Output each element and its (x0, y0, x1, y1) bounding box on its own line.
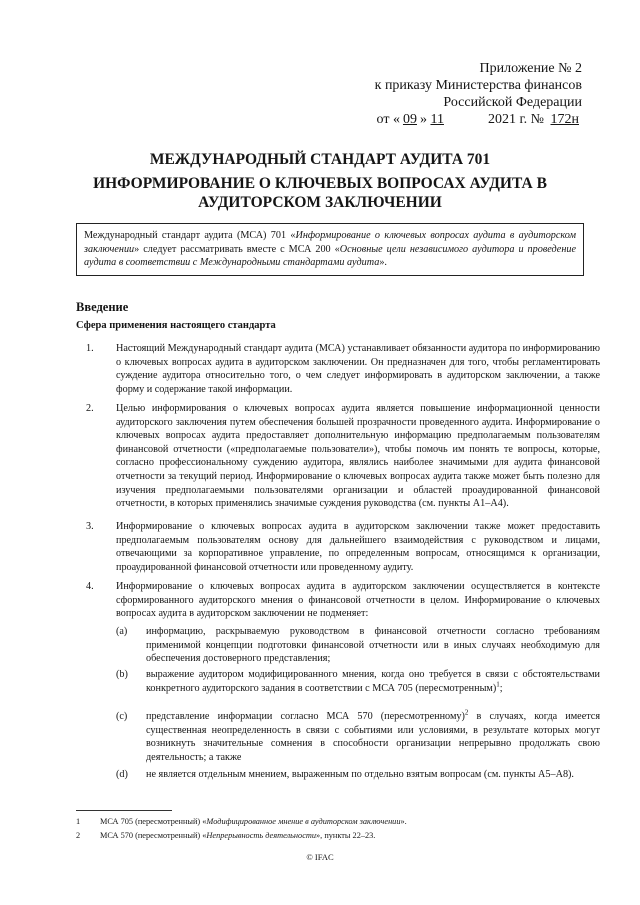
subitem-text (146, 668, 600, 695)
date-prefix: от « (376, 112, 400, 127)
subitem-label: (a) (116, 626, 128, 637)
appendix-title: Приложение № 2 (479, 61, 582, 76)
paragraph-number: 3. (86, 521, 94, 532)
section-heading-scope: Сфера применения настоящего стандарта (76, 320, 276, 331)
footnote-end: ». (400, 817, 407, 826)
paragraph-text: Информирование о ключевых вопросах аудита в аудиторском заключении также может предоставить предполагаемым пользователям основу для дальнейшего взаимодействия с руководством и лицами, отвечающими за корпоративное управление, по определенным вопросам, относящимся к организации, проаудированной финансовой отчетности или проведенному аудиту. (116, 521, 600, 573)
subitem-label: (b) (116, 669, 128, 680)
intro-box (76, 223, 584, 276)
intro-text-2: » следует рассматривать вместе с МСА 200 « (134, 243, 340, 255)
intro-text-3: ». (379, 257, 387, 268)
standard-subtitle: ИНФОРМИРОВАНИЕ О КЛЮЧЕВЫХ ВОПРОСАХ АУДИТА В АУДИТОРСКОМ ЗАКЛЮЧЕНИИ (93, 175, 547, 211)
footnote-ref-1: 1 (496, 680, 500, 689)
paragraph-text: Целью информирования о ключевых вопросах аудита является повышение информационной ценности аудиторского заключения путем обеспечения большей прозрачности проведенного аудита. Информирование о ключевых вопросах аудита предоставляет дополнительную информацию предполагаемым пользователям финансовой отчетности («предполагаемые пользователи»), чтобы помочь им понять те вопросы, которые, согласно профессиональному суждению аудитора, являлись наиболее значимыми для аудита финансовой отчетности за текущий период. Информирование о ключевых вопросах аудита также может быть полезно для изучения предполагаемыми пользователями организации и областей проаудированной финансовой отчетности, в которых применялись значимые суждения руководства (см. пункты A1–A4). (116, 403, 600, 510)
paragraph-number: 4. (86, 581, 94, 592)
standard-title: МЕЖДУНАРОДНЫЙ СТАНДАРТ АУДИТА 701 (149, 151, 491, 168)
subitem-text: не является отдельным мнением, выраженным по отдельно взятым вопросам (см. пункты A5–A8). (146, 769, 574, 780)
paragraph-text: Информирование о ключевых вопросах аудита в аудиторском заключении осуществляется в контексте сформированного аудиторского мнения о финансовой отчетности в целом. Информирование о ключевых вопросах аудита в аудиторском заключении не подменяет: (116, 581, 600, 620)
footnote-ref-2: 2 (464, 708, 469, 717)
subitem-a (116, 625, 600, 666)
footnote-number: 1 (76, 817, 81, 826)
paragraph-1 (80, 342, 600, 396)
page-footer-copyright: © IFAC (306, 852, 334, 862)
footnote-italic: Непрерывность деятельности (206, 831, 317, 840)
date-mid: » (419, 112, 427, 127)
footnote-text: МСА 570 (пересмотренный) « (100, 831, 207, 840)
subitem-label: (c) (116, 711, 128, 722)
appendix-header (375, 60, 582, 128)
date-month: 11 (430, 112, 444, 127)
footnote-number: 2 (76, 831, 81, 840)
subitem-text-main: выражение аудитором модифицированного мнения, когда оно требуется в связи с обстоятельствами конкретного аудиторского задания в соответствии с МСА 705 (пересмотренным) (146, 669, 600, 694)
paragraph-4 (80, 580, 600, 621)
section-heading-introduction: Введение (76, 300, 129, 314)
intro-text-1: Международный стандарт аудита (МСА) 701 « (84, 230, 296, 241)
footnote-text: МСА 705 (пересмотренный) « (100, 817, 207, 826)
paragraph-3 (80, 520, 600, 574)
paragraph-number: 1. (86, 343, 94, 354)
date-year: 2021 г. № (487, 112, 544, 127)
appendix-date-line (375, 111, 582, 128)
appendix-ministry: Российской Федерации (443, 95, 582, 110)
footnote-end: », пункты 22–23. (316, 831, 376, 840)
order-number: 172н (550, 112, 579, 127)
subitem-text-end: в случаях, когда имеется существенная неопределенность в связи с событиями или условиями, в результате которых могут возникнуть значительные сомнения в способности организации непрерывно продолжать свою деятельность; а также (146, 711, 600, 763)
footnote-italic: Модифицированное мнение в аудиторском заключении (206, 817, 401, 826)
subitem-text (146, 710, 600, 764)
subitem-c (116, 710, 600, 764)
subitem-text: информацию, раскрываемую руководством в финансовой отчетности согласно требованиям применимой концепции подготовки финансовой отчетности или в иных случаях необходимую для обеспечения достоверного представления; (146, 626, 600, 665)
paragraph-text: Настоящий Международный стандарт аудита (МСА) устанавливает обязанности аудитора по информированию о ключевых вопросах аудита в аудиторском заключении. Он предназначен для того, чтобы регламентировать суждение аудитора относительно того, о чем следует информировать в аудиторском заключении, а также форму и содержание такой информации. (116, 343, 600, 395)
subitem-text-end: ; (499, 682, 503, 694)
paragraph-number: 2. (86, 403, 94, 414)
subitem-d (116, 768, 600, 782)
subitem-text-main: представление информации согласно МСА 570 (пересмотренному) (146, 711, 465, 722)
paragraph-2 (80, 402, 600, 511)
subitem-label: (d) (116, 769, 128, 780)
intro-italic-2: Основные цели независимого аудитора и проведение аудита в соответствии с Международными стандартами аудита (84, 243, 576, 268)
date-day: 09 (402, 112, 417, 127)
footnote-1 (76, 816, 407, 827)
appendix-order: к приказу Министерства финансов (374, 78, 582, 93)
footnote-2 (76, 830, 375, 841)
footnote-divider (76, 810, 172, 811)
intro-italic-1: Информирование о ключевых вопросах аудита в аудиторском заключении (84, 230, 576, 255)
subitem-b (116, 668, 600, 695)
